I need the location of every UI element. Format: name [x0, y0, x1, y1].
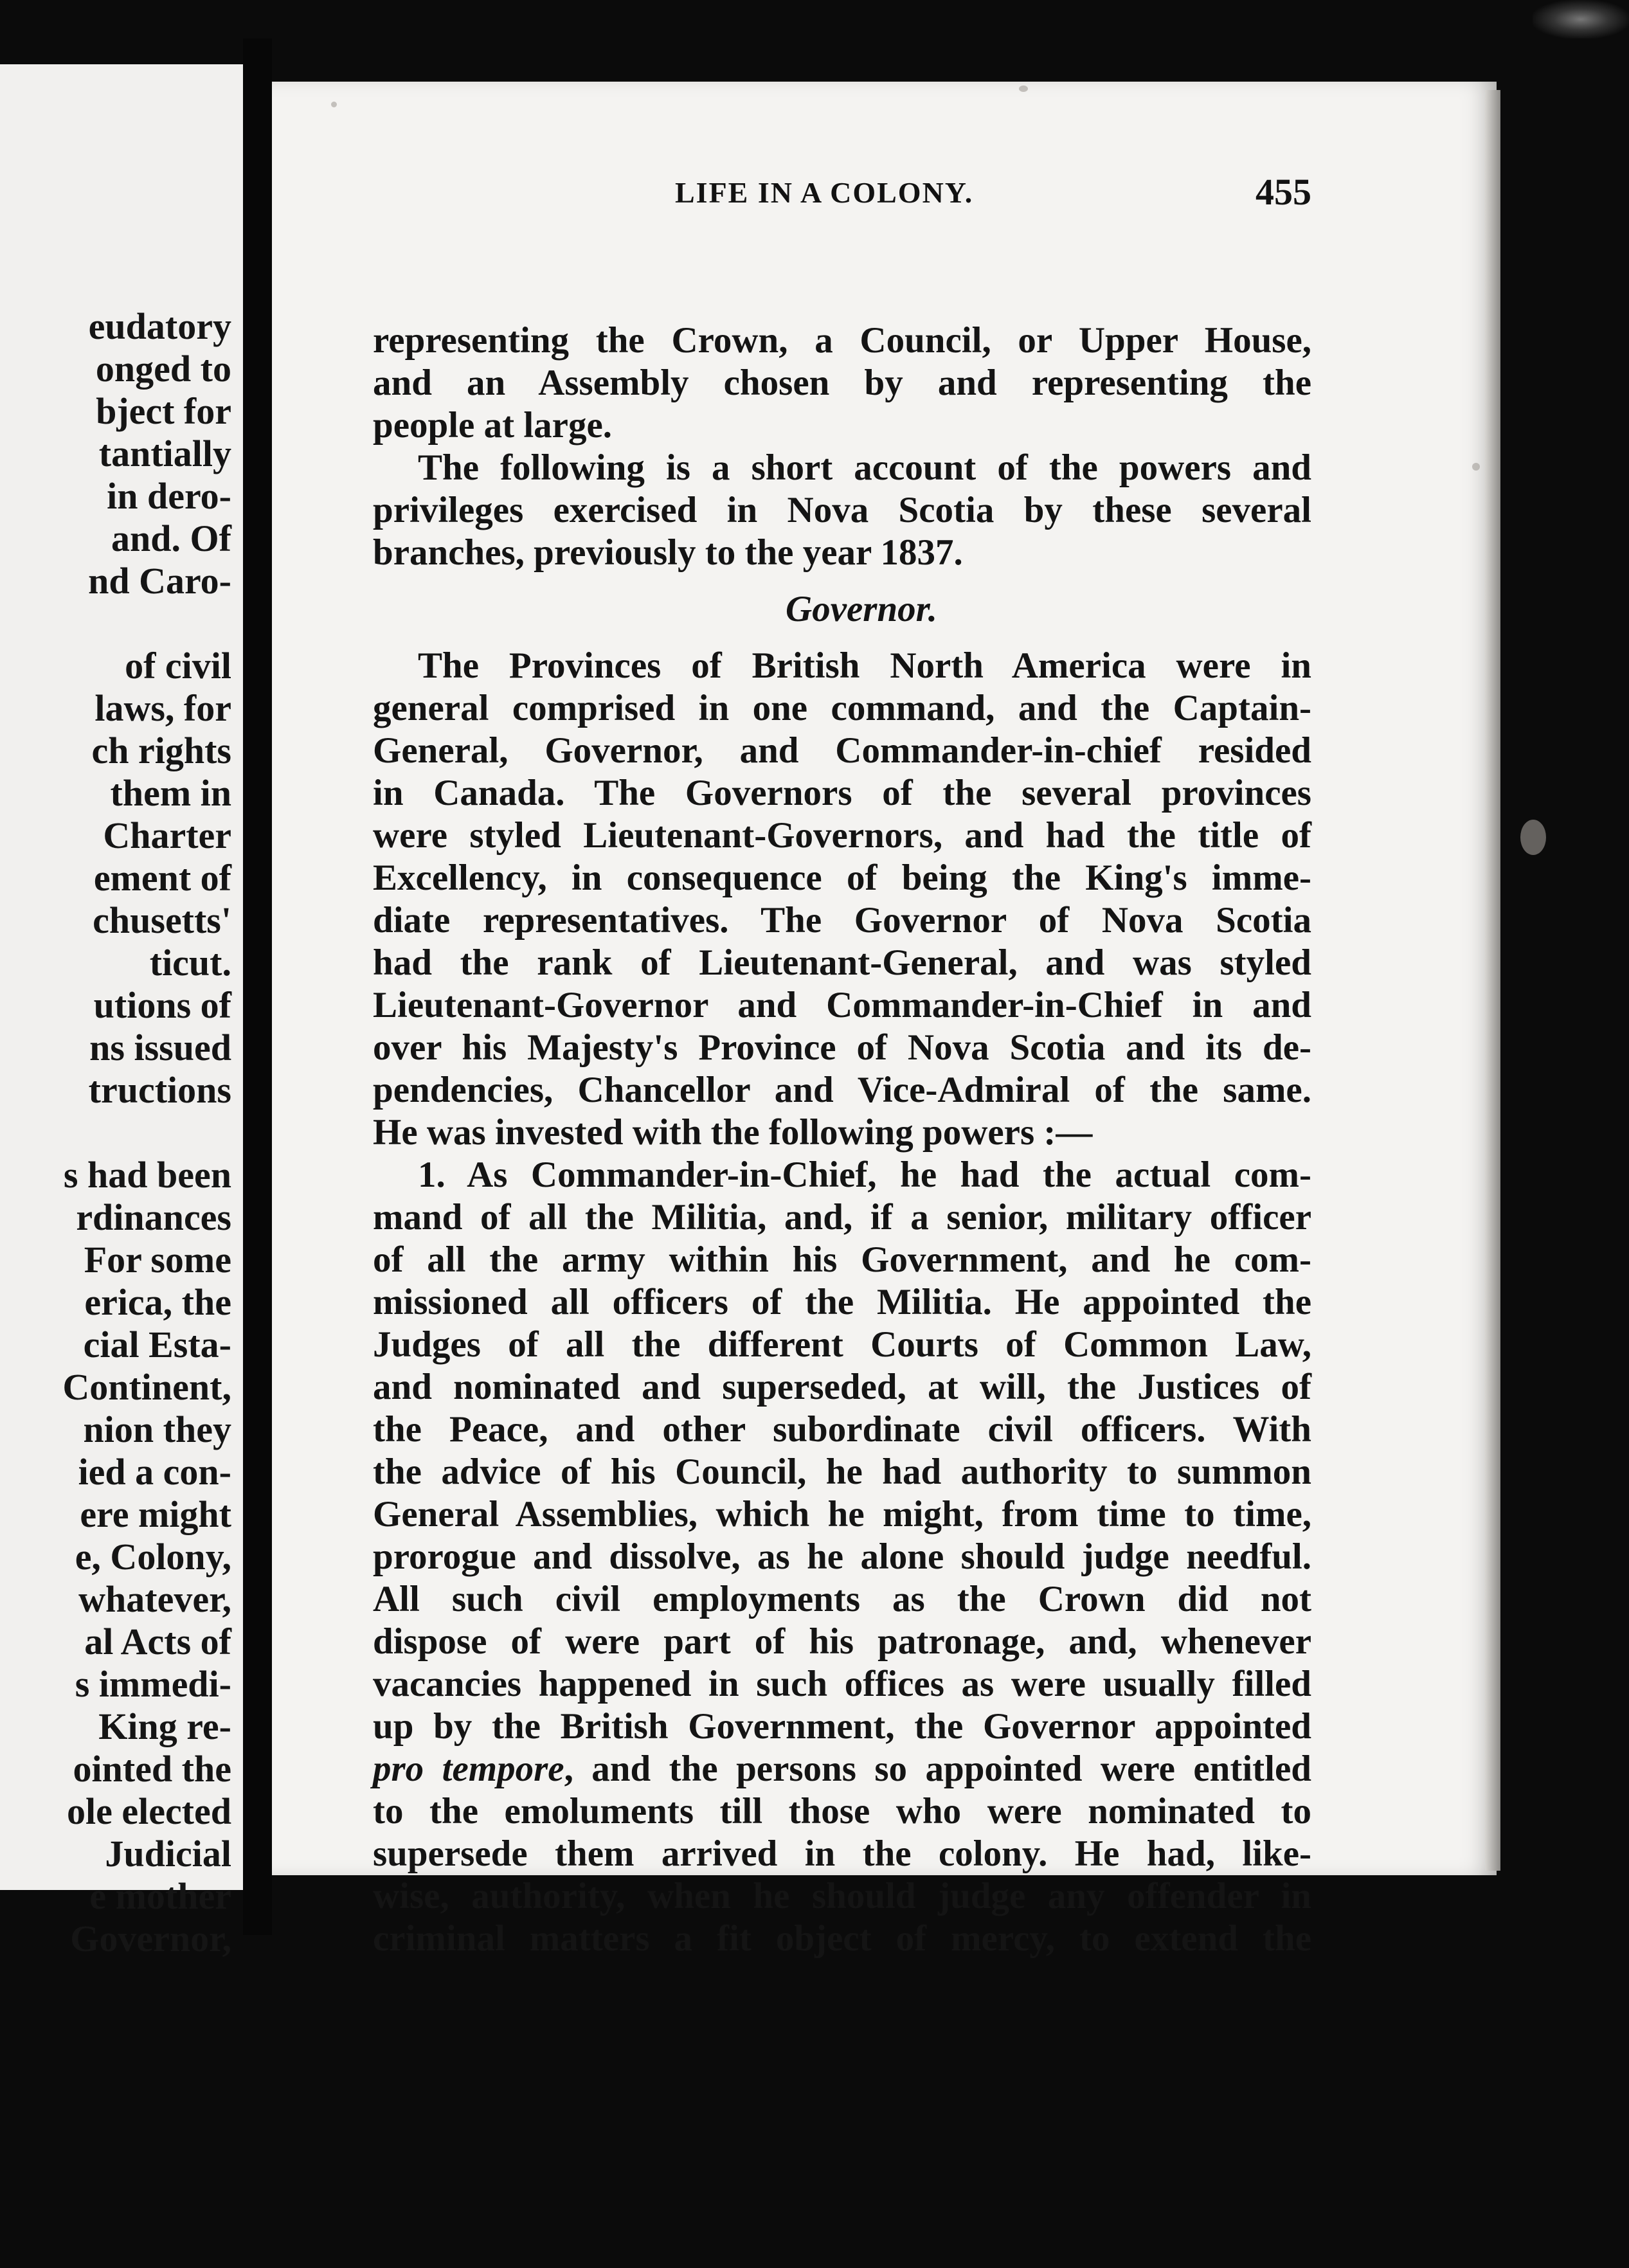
page-edge	[1485, 90, 1500, 1871]
page-number: 455	[1256, 171, 1311, 213]
left-text-line: and. Of	[111, 518, 231, 559]
text-line: 1. As Commander-in-Chief, he had the actual com-	[418, 1155, 1311, 1195]
left-text-line: Charter	[103, 815, 231, 856]
text-line: of all the army within his Government, and he com-	[373, 1239, 1311, 1280]
text-line: supersede them arrived in the colony. He had, like-	[373, 1833, 1311, 1874]
text-line: prorogue and dissolve, as he alone should judge needful.	[373, 1536, 1311, 1577]
text-line: diate representatives. The Governor of Nova Scotia	[373, 900, 1311, 941]
left-text-line: whatever,	[78, 1578, 231, 1620]
text-line: missioned all officers of the Militia. He appointed the	[373, 1282, 1311, 1322]
left-text-line: rdinances	[76, 1196, 231, 1238]
left-text-line: tructions	[88, 1069, 231, 1111]
text-line: privileges exercised in Nova Scotia by these several	[373, 490, 1311, 530]
paper-speck	[331, 102, 337, 107]
text-line: The following is a short account of the powers and	[418, 447, 1311, 488]
text-line: He was invested with the following powers :—	[373, 1112, 1093, 1153]
left-text-line: chusetts'	[93, 899, 231, 941]
left-text-line: in dero-	[107, 475, 231, 517]
page-header	[373, 170, 1311, 215]
text-line	[373, 1748, 1311, 1790]
text-line: the advice of his Council, he had authority to summon	[373, 1452, 1311, 1492]
line-rest: , and the persons so appointed were entitled	[564, 1749, 1311, 1789]
left-text-line: ns issued	[89, 1027, 231, 1068]
text-line: Excellency, in consequence of being the King's imme-	[373, 858, 1311, 898]
left-text-line: cial Esta-	[83, 1324, 231, 1365]
left-text-line: ole elected	[66, 1790, 231, 1832]
left-text-line: ere might	[80, 1493, 231, 1535]
text-line: and nominated and superseded, at will, the Justices of	[373, 1367, 1311, 1407]
text-line: criminal matters a fit object of mercy, to extend the	[373, 1918, 1311, 1959]
text-line: mand of all the Militia, and, if a senior, military officer	[373, 1197, 1311, 1238]
book-gutter	[243, 39, 272, 1935]
text-line: general comprised in one command, and the Captain-	[373, 688, 1311, 728]
left-text-line: e mother	[89, 1875, 231, 1917]
left-text-line: nion they	[83, 1408, 231, 1450]
left-text-line: Governor,	[70, 1918, 231, 1959]
text-line: and an Assembly chosen by and representing the	[373, 363, 1311, 403]
paragraph-3	[373, 645, 1311, 1154]
text-line: General, Governor, and Commander-in-chief resided	[373, 730, 1311, 771]
italic-phrase: pro tempore	[373, 1749, 564, 1789]
left-text-line: ointed the	[73, 1748, 231, 1790]
left-text-line: e, Colony,	[75, 1536, 231, 1578]
text-line: dispose of were part of his patronage, and, whenever	[373, 1621, 1311, 1662]
text-line: had the rank of Lieutenant-General, and was styled	[373, 942, 1311, 983]
paragraph-4	[373, 1154, 1311, 1960]
text-line: All such civil employments as the Crown did not	[373, 1579, 1311, 1619]
text-line: pendencies, Chancellor and Vice-Admiral of the same.	[373, 1070, 1311, 1110]
left-text-line: tantially	[98, 433, 231, 474]
text-line: were styled Lieutenant-Governors, and had the title of	[373, 815, 1311, 856]
left-text-line: ied a con-	[78, 1451, 231, 1493]
text-line: representing the Crown, a Council, or Upper House,	[373, 320, 1311, 361]
paper-stain	[1520, 820, 1546, 855]
paragraph-2	[373, 447, 1311, 574]
body-text	[373, 320, 1311, 1960]
left-text-line: utions of	[93, 984, 231, 1026]
left-text-line: s immedi-	[75, 1663, 231, 1705]
left-text-line: For some	[84, 1239, 231, 1281]
text-line: vacancies happened in such offices as were usually filled	[373, 1664, 1311, 1704]
left-text-line: laws, for	[94, 687, 231, 729]
left-text-line: eudatory	[88, 305, 231, 347]
text-line: branches, previously to the year 1837.	[373, 532, 963, 573]
left-text-line: erica, the	[84, 1281, 231, 1323]
paragraph-1	[373, 320, 1311, 447]
paper-speck	[1019, 86, 1028, 92]
text-line: wise, authority, when he should judge any offender in	[373, 1876, 1311, 1916]
text-line: General Assemblies, which he might, from time to time,	[373, 1494, 1311, 1534]
section-heading: Governor.	[786, 589, 937, 629]
left-page-fragment	[0, 64, 243, 1959]
text-line: over his Majesty's Province of Nova Scotia and its de-	[373, 1027, 1311, 1068]
text-line: people at large.	[373, 405, 613, 446]
text-line: in Canada. The Governors of the several provinces	[373, 773, 1311, 813]
text-line: up by the British Government, the Governor appointed	[373, 1706, 1311, 1747]
left-text-line: onged to	[95, 348, 231, 390]
corner-smudge	[1533, 0, 1629, 39]
line-gap	[19, 602, 231, 645]
text-line: Lieutenant-Governor and Commander-in-Chief in and	[373, 985, 1311, 1025]
left-text-line: bject for	[96, 390, 231, 432]
left-text-line: them in	[110, 772, 231, 814]
left-page-text	[19, 305, 231, 1960]
text-line: to the emoluments till those who were nominated to	[373, 1791, 1311, 1832]
left-text-line: King re-	[98, 1706, 231, 1747]
text-line: The Provinces of British North America were in	[418, 645, 1311, 686]
left-text-line: nd Caro-	[88, 560, 231, 602]
line-gap	[19, 1112, 231, 1154]
left-text-line: s had been	[63, 1154, 231, 1196]
left-text-line: of civil	[125, 645, 231, 687]
left-text-line: Judicial	[105, 1833, 231, 1875]
left-text-line: al Acts of	[84, 1621, 231, 1662]
left-text-line: ticut.	[149, 942, 231, 984]
paper-speck	[1472, 463, 1480, 471]
left-text-line: ch rights	[91, 730, 231, 771]
text-line: Judges of all the different Courts of Common Law,	[373, 1324, 1311, 1365]
running-head: LIFE IN A COLONY.	[675, 176, 974, 209]
text-line: the Peace, and other subordinate civil officers. With	[373, 1409, 1311, 1450]
left-text-line: ement of	[93, 857, 231, 899]
left-text-line: Continent,	[62, 1366, 231, 1408]
